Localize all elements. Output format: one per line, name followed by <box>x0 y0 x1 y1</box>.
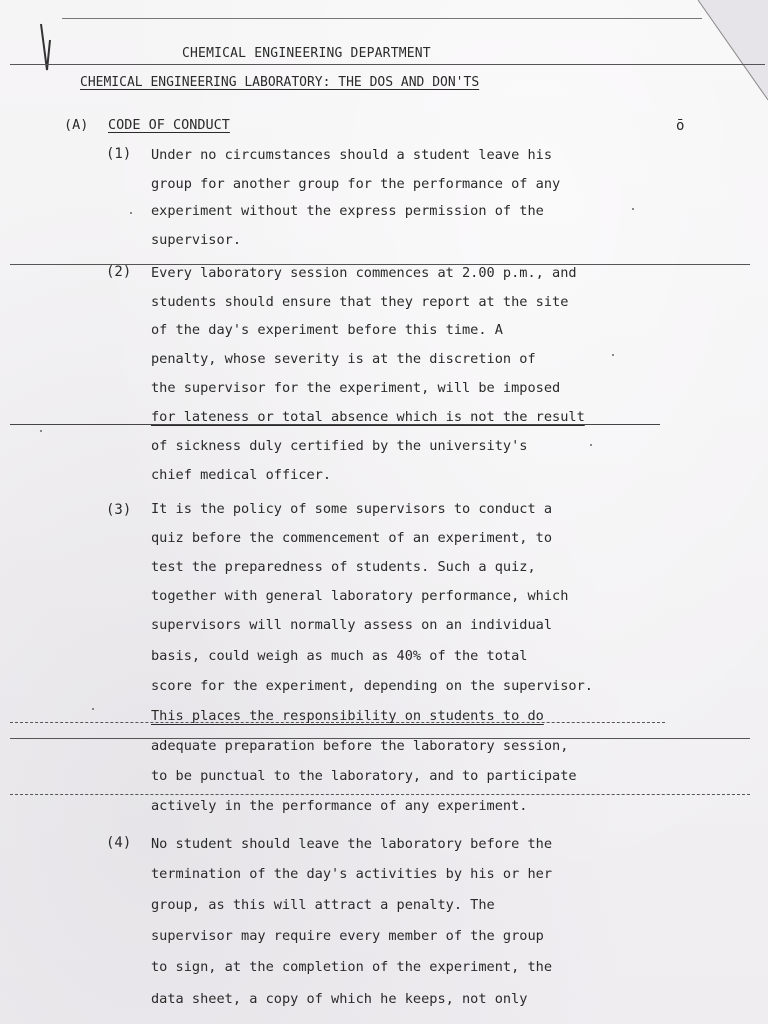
item-text-line: experiment without the express permission of the <box>151 203 544 219</box>
item-text-line: supervisors will normally assess on an individual <box>151 617 553 633</box>
item-text-line: Every laboratory session commences at 2.00 p.m., and <box>151 265 577 281</box>
item-text-line: supervisor. <box>151 232 242 248</box>
item-text-line: group for another group for the performance of any <box>151 176 561 192</box>
item-text-line: test the preparedness of students. Such a quiz, <box>151 559 536 575</box>
item-text-line: students should ensure that they report at the site <box>151 294 569 310</box>
item-text-line: basis, could weigh as much as 40% of the total <box>151 648 528 664</box>
crease-line <box>10 794 750 795</box>
item-number: (4) <box>106 835 132 851</box>
item-text-line: chief medical officer. <box>151 467 332 483</box>
item-number: (2) <box>106 264 132 280</box>
item-text-line: of the day's experiment before this time. A <box>151 322 503 338</box>
item-text-line: This places the responsibility on students to do <box>151 708 544 724</box>
scan-speck <box>130 212 132 214</box>
item-text-line: No student should leave the laboratory before the <box>151 836 553 852</box>
page-fold-corner <box>688 0 768 110</box>
scan-speck <box>590 444 592 446</box>
item-text-line: for lateness or total absence which is not the result <box>151 409 585 425</box>
item-text-line: data sheet, a copy of which he keeps, not only <box>151 991 528 1007</box>
section-label: CODE OF CONDUCT <box>108 117 230 133</box>
item-text-line: to be punctual to the laboratory, and to participate <box>151 768 577 784</box>
item-text-line: penalty, whose severity is at the discretion of <box>151 351 536 367</box>
item-text-line: to sign, at the completion of the experiment, the <box>151 959 553 975</box>
item-text-line: of sickness duly certified by the university's <box>151 438 528 454</box>
item-text-line: termination of the day's activities by his or her <box>151 866 553 882</box>
item-text-line: actively in the performance of any experiment. <box>151 798 528 814</box>
margin-mark: ō <box>676 118 685 134</box>
item-text-line: group, as this will attract a penalty. The <box>151 897 495 913</box>
crease-line <box>62 18 702 19</box>
item-text-line: score for the experiment, depending on the supervisor. <box>151 678 593 694</box>
document-title: CHEMICAL ENGINEERING DEPARTMENT <box>182 46 431 61</box>
item-number: (3) <box>106 502 132 518</box>
item-number: (1) <box>106 146 132 162</box>
scan-speck <box>92 708 94 710</box>
item-text-line: the supervisor for the experiment, will be imposed <box>151 380 561 396</box>
item-text-line: quiz before the commencement of an experiment, to <box>151 530 553 546</box>
item-text-line: adequate preparation before the laboratory session, <box>151 738 569 754</box>
section-letter: (A) <box>64 117 89 133</box>
crease-line <box>10 64 765 65</box>
item-text-line: It is the policy of some supervisors to conduct a <box>151 501 553 517</box>
scan-speck <box>632 208 634 210</box>
item-text-line: together with general laboratory performance, which <box>151 588 569 604</box>
section-heading <box>64 117 230 133</box>
scan-speck <box>612 354 614 356</box>
item-text-line: supervisor may require every member of the group <box>151 928 544 944</box>
document-subtitle: CHEMICAL ENGINEERING LABORATORY: THE DOS AND DON'TS <box>80 75 480 90</box>
scan-speck <box>40 430 42 432</box>
item-text-line: Under no circumstances should a student leave his <box>151 147 553 163</box>
